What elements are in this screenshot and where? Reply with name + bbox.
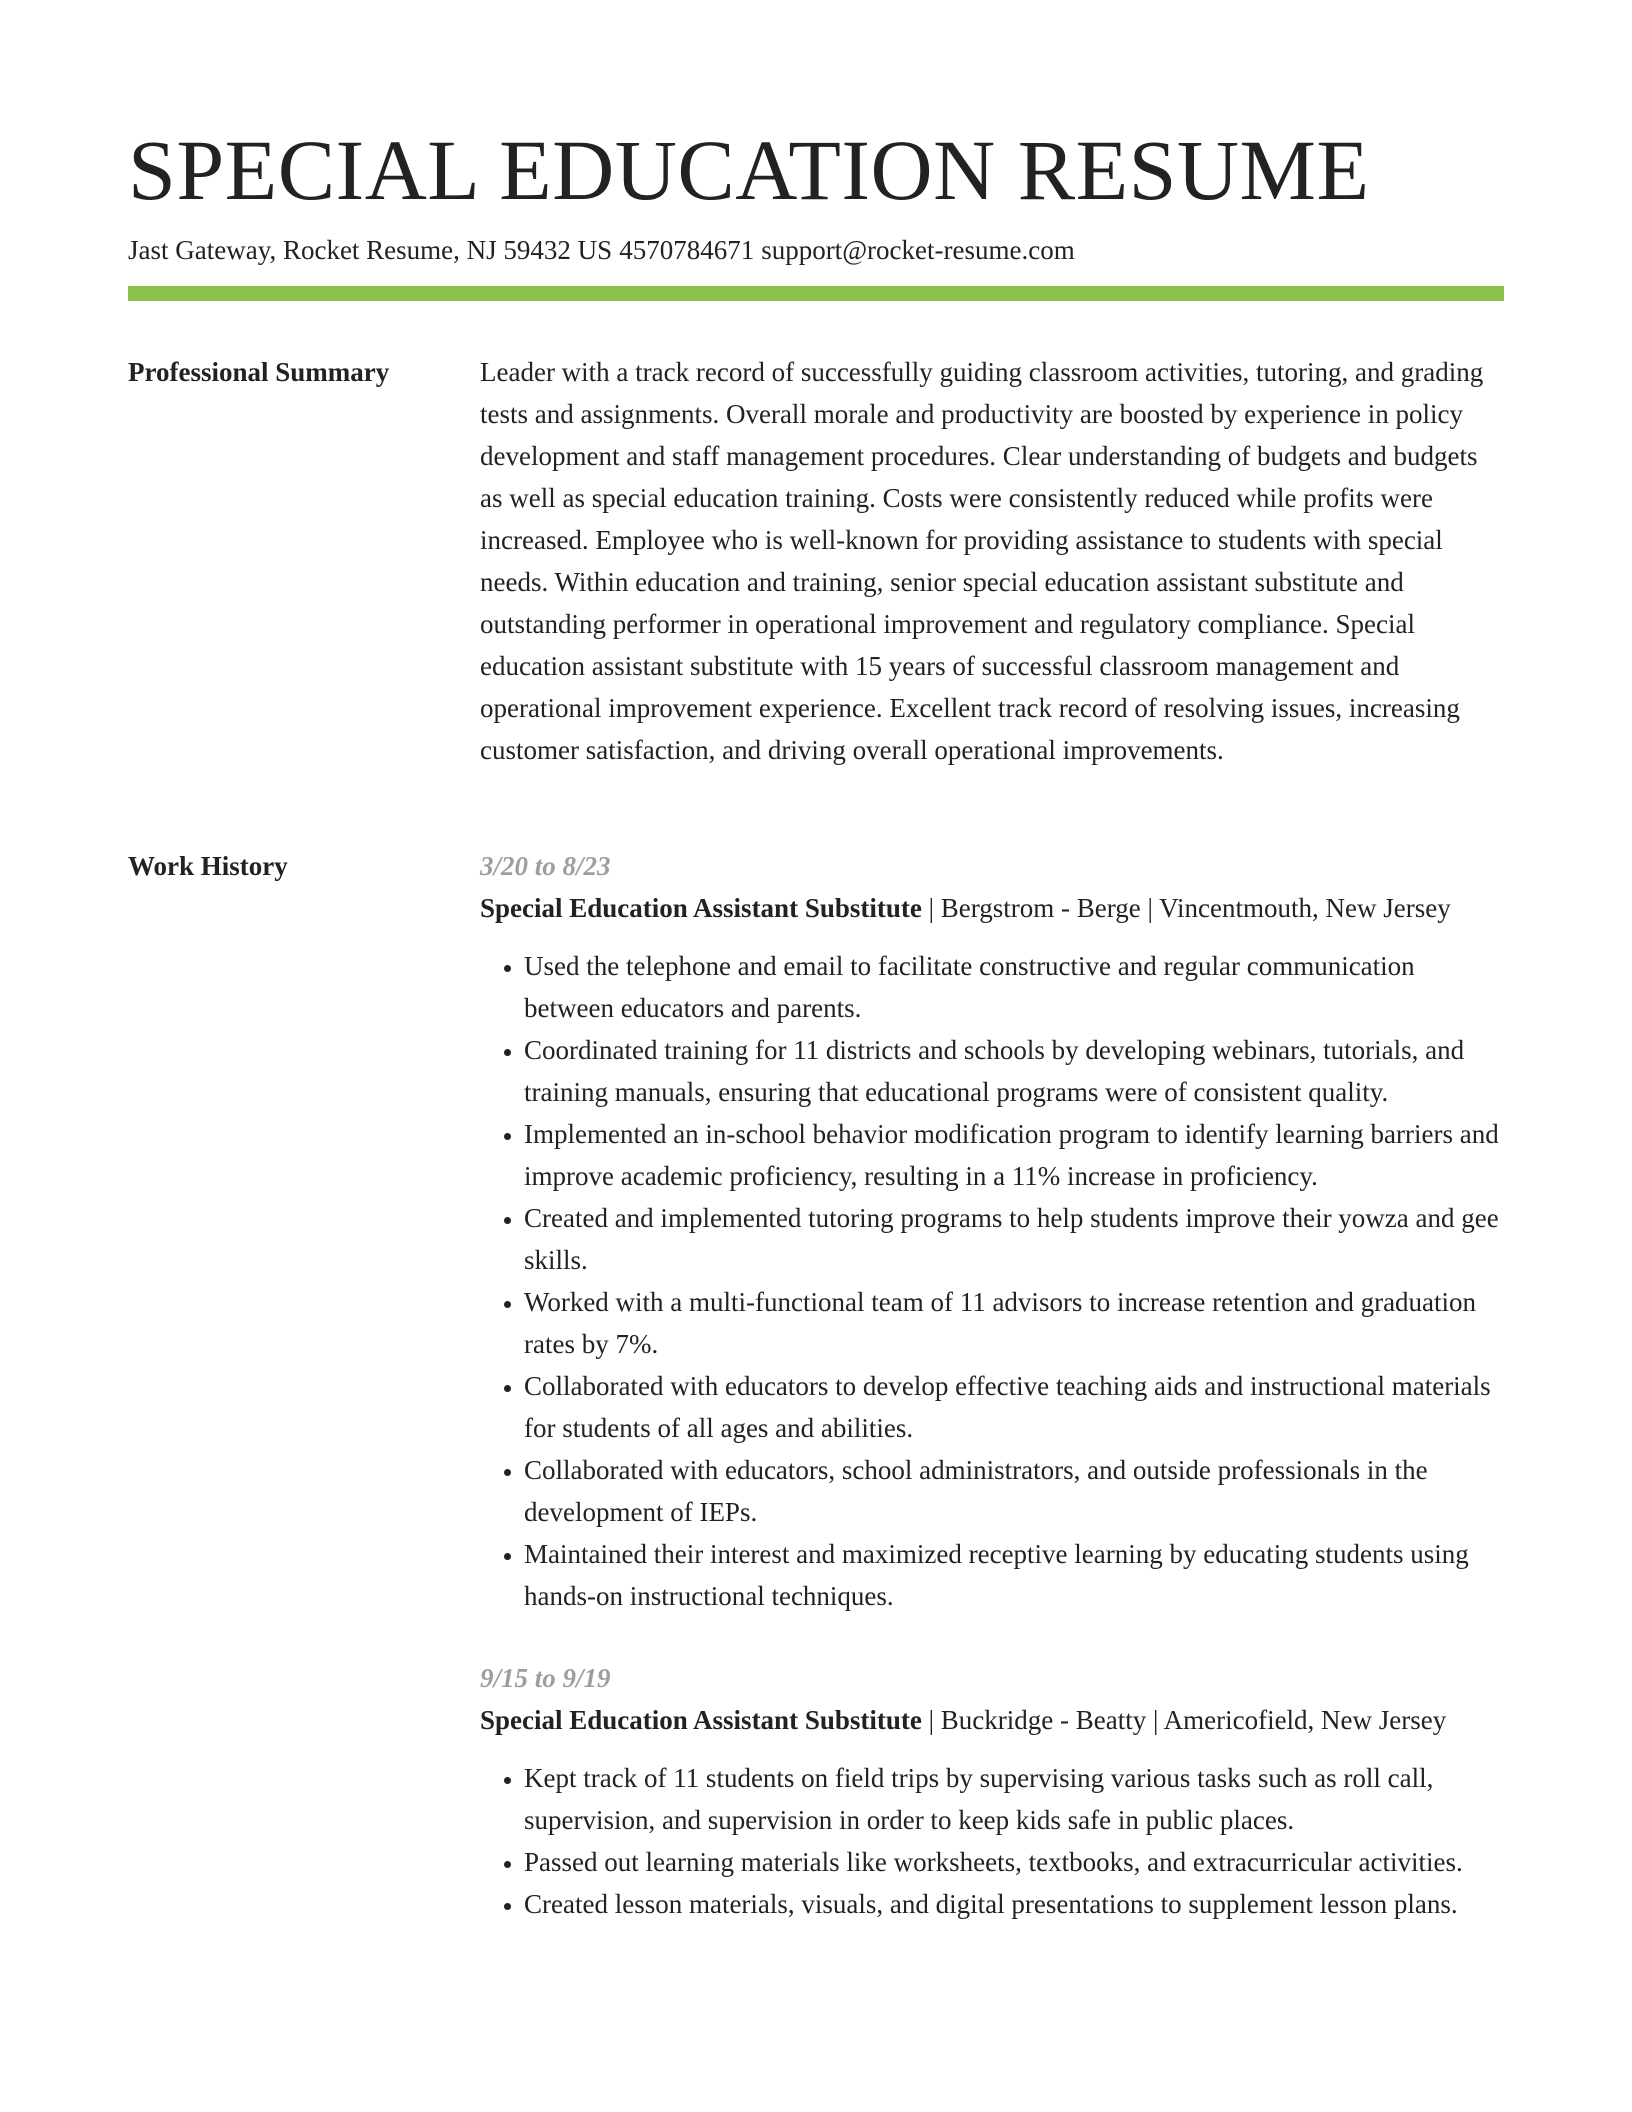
job-title: Special Education Assistant Substitute xyxy=(480,1705,922,1735)
contact-line xyxy=(128,230,1075,270)
job-title-line xyxy=(480,1699,1504,1741)
job-details: | Bergstrom - Berge | Vincentmouth, New Jersey xyxy=(921,893,1451,923)
header-divider xyxy=(128,286,1504,301)
job-title-line xyxy=(480,887,1504,929)
summary-body xyxy=(480,351,1504,771)
job-entry xyxy=(480,845,1504,1617)
contact-email: support@rocket-resume.com xyxy=(761,235,1075,265)
job-details: | Buckridge - Beatty | Americofield, New Jersey xyxy=(921,1705,1447,1735)
job-entry xyxy=(480,1657,1504,1925)
resume-title: SPECIAL EDUCATION RESUME xyxy=(128,122,1370,218)
job-bullet: • Created and implemented tutoring programs to help students improve their yowza and gee skills. xyxy=(524,1197,1504,1281)
job-bullet: • Kept track of 11 students on field trips by supervising various tasks such as roll call, supervision, and supervision in order to keep kids safe in public places. xyxy=(524,1757,1504,1841)
job-bullets xyxy=(480,1757,1504,1925)
summary-text: Leader with a track record of successfully guiding classroom activities, tutoring, and grading tests and assignments. Overall morale and productivity are boosted by experience in policy development and staff management procedures. Clear understanding of budgets and budgets as well as special education training. Costs were consistently reduced while profits were increased. Employee who is well-known for providing assistance to students with special needs. Within education and training, senior special education assistant substitute and outstanding performer in operational improvement and regulatory compliance. Special education assistant substitute with 15 years of successful classroom management and operational improvement experience. Excellent track record of resolving issues, increasing customer satisfaction, and driving overall operational improvements. xyxy=(480,357,1484,765)
work-history-body xyxy=(480,845,1504,1965)
work-history-heading: Work History xyxy=(128,851,288,881)
job-bullets xyxy=(480,945,1504,1617)
job-bullet: • Passed out learning materials like worksheets, textbooks, and extracurricular activities. xyxy=(524,1841,1504,1883)
job-bullet: • Maintained their interest and maximized receptive learning by educating students using hands-on instructional techniques. xyxy=(524,1533,1504,1617)
job-bullet: • Used the telephone and email to facilitate constructive and regular communication between educators and parents. xyxy=(524,945,1504,1029)
job-bullet: • Implemented an in-school behavior modification program to identify learning barriers and improve academic proficiency, resulting in a 11% increase in proficiency. xyxy=(524,1113,1504,1197)
contact-phone: 4570784671 xyxy=(619,235,755,265)
contact-address: Jast Gateway, Rocket Resume, NJ 59432 US xyxy=(128,235,613,265)
job-dates: 9/15 to 9/19 xyxy=(480,1663,611,1693)
job-bullet: • Created lesson materials, visuals, and digital presentations to supplement lesson plans. xyxy=(524,1883,1504,1925)
job-title: Special Education Assistant Substitute xyxy=(480,893,922,923)
job-bullet: • Collaborated with educators, school administrators, and outside professionals in the development of IEPs. xyxy=(524,1449,1504,1533)
job-bullet: • Worked with a multi-functional team of 11 advisors to increase retention and graduation rates by 7%. xyxy=(524,1281,1504,1365)
summary-heading: Professional Summary xyxy=(128,357,390,387)
job-dates: 3/20 to 8/23 xyxy=(480,851,611,881)
job-bullet: • Coordinated training for 11 districts and schools by developing webinars, tutorials, and training manuals, ensuring that educational programs were of consistent quality. xyxy=(524,1029,1504,1113)
job-bullet: • Collaborated with educators to develop effective teaching aids and instructional materials for students of all ages and abilities. xyxy=(524,1365,1504,1449)
